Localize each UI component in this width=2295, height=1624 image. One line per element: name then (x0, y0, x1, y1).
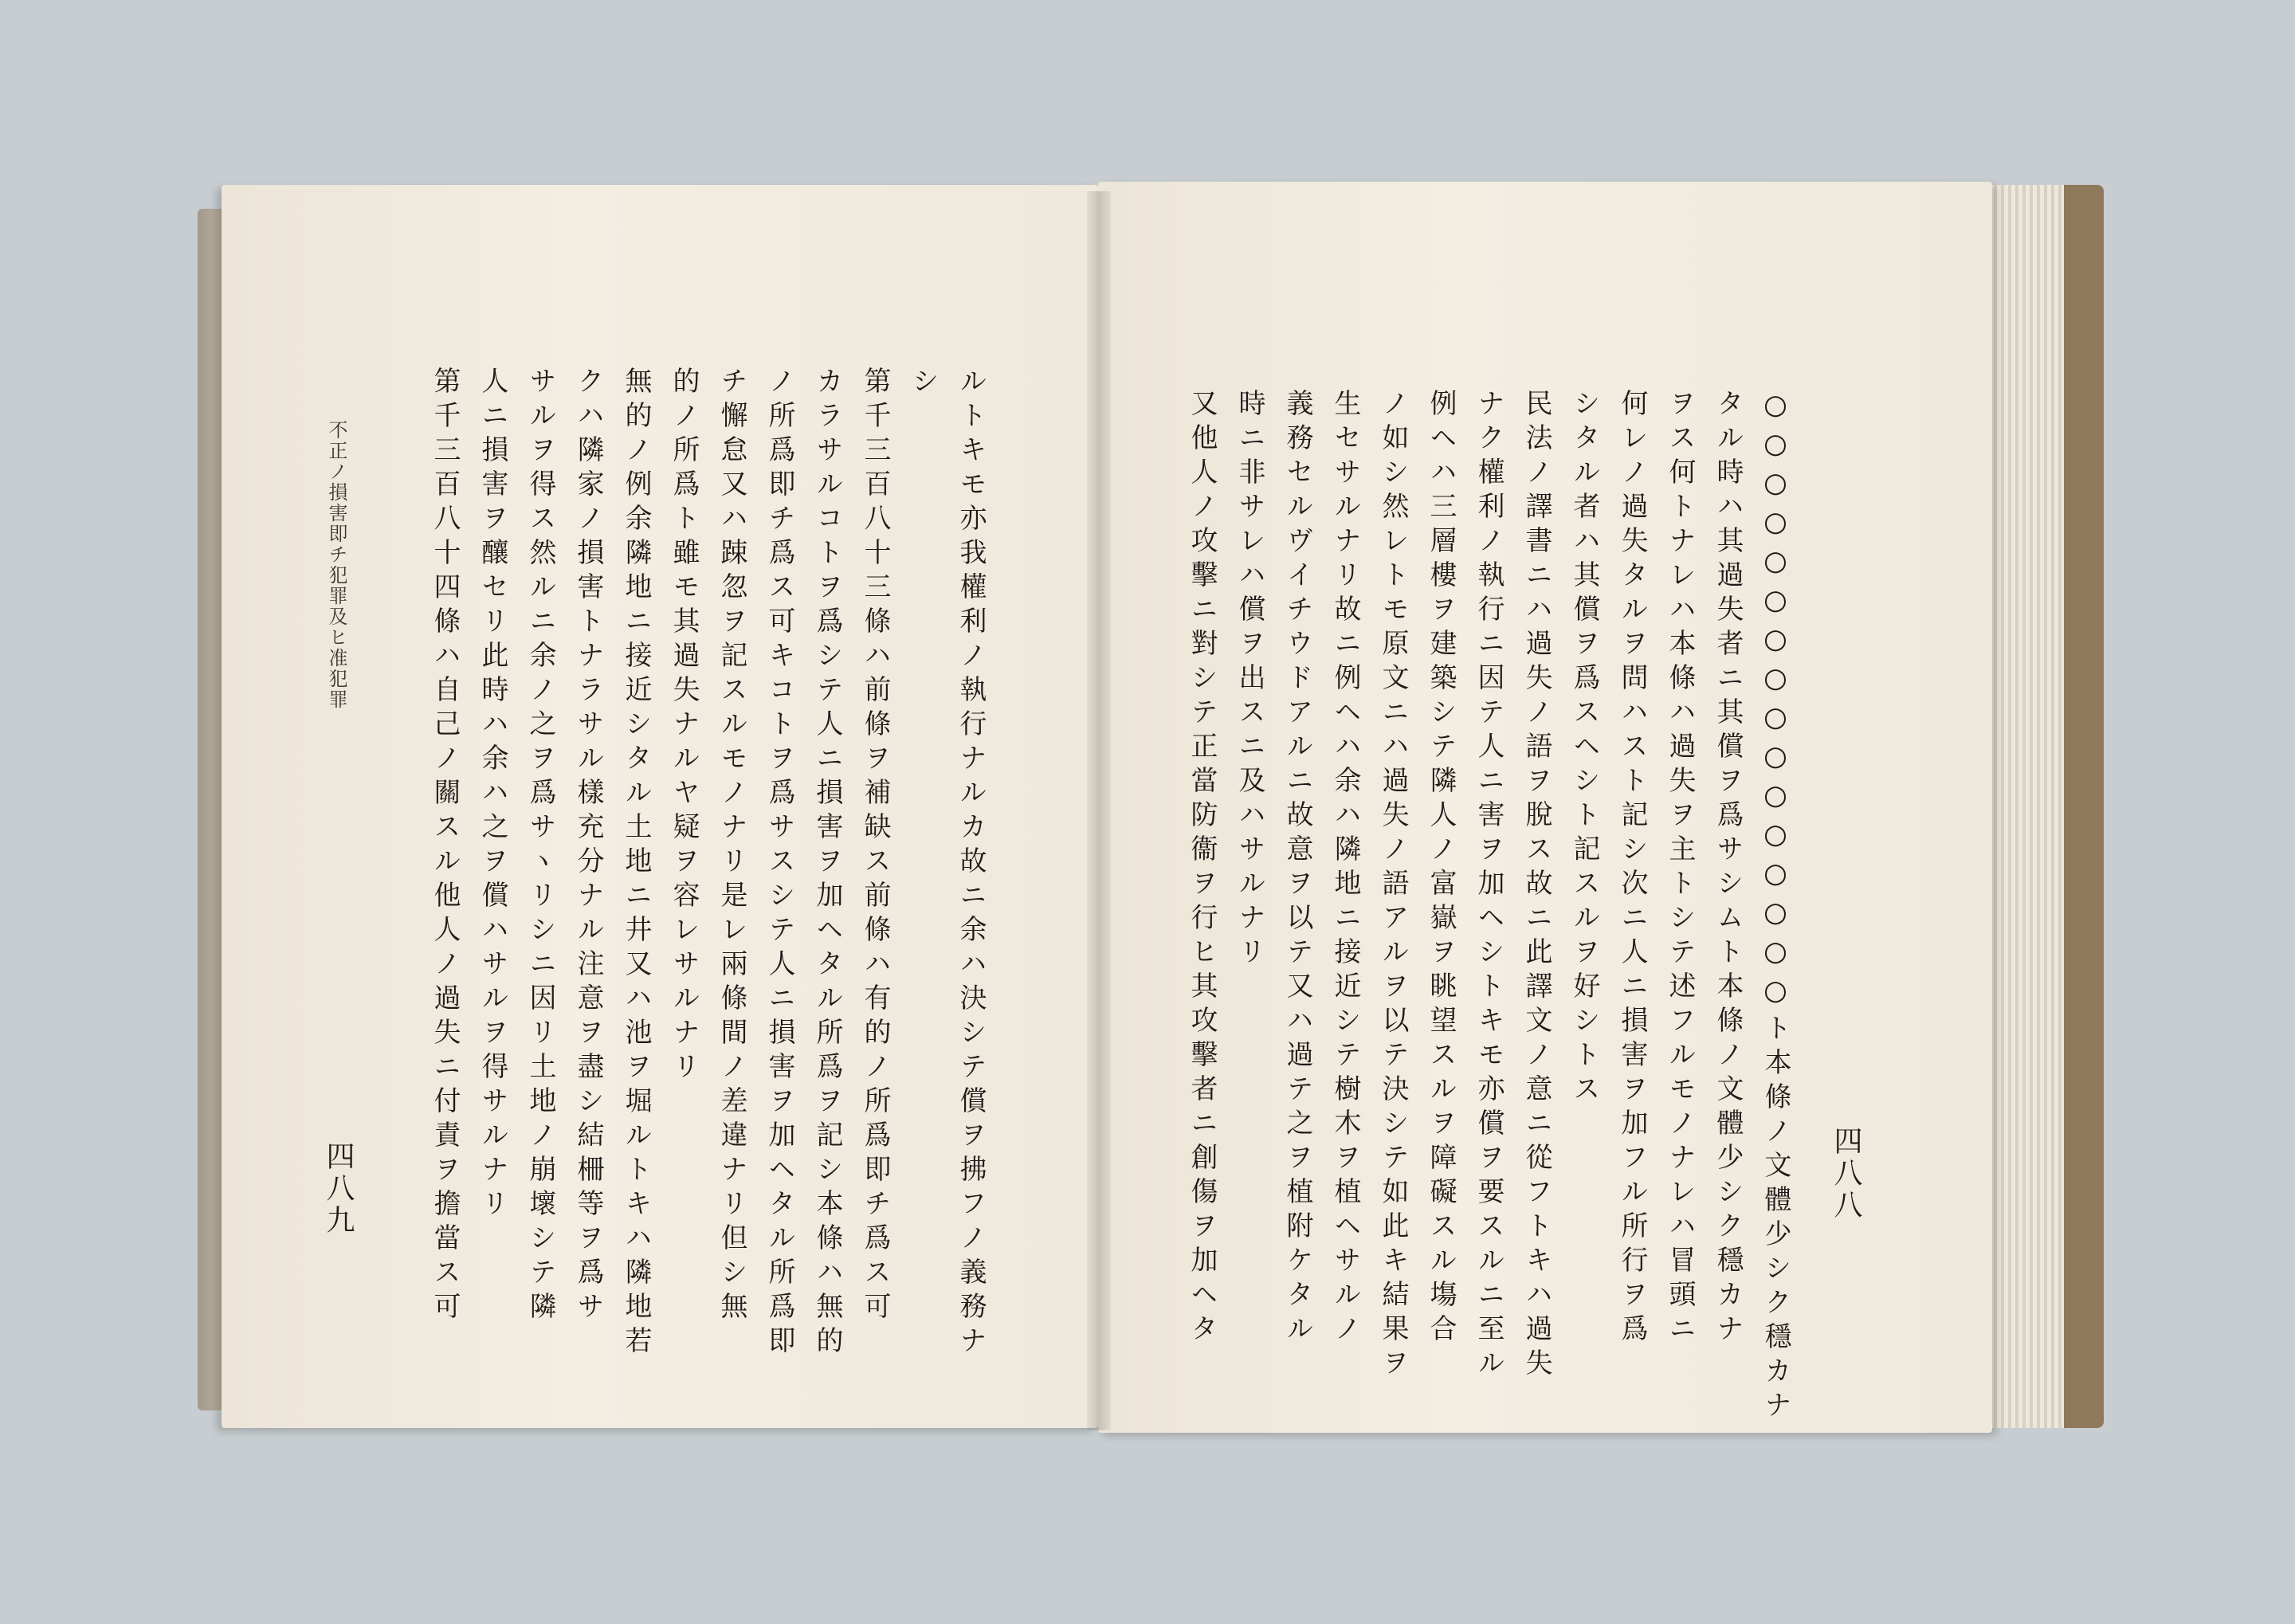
text-line: ノ如シ然レトモ原文ニハ過失ノ語アルヲ以テ決シテ如此キ結果ヲ (1377, 389, 1409, 1383)
text-line: ヲス何トナレハ本條ハ過失ヲ主トシテ述フルモノナレハ冒頭ニ (1664, 389, 1696, 1348)
text-line: ノ所爲即チ爲ス可キコトヲ爲サスシテ人ニ損害ヲ加ヘタル所爲即 (763, 367, 795, 1360)
text-line: サルヲ得ス然ルニ余ノ之ヲ爲サヽリシニ因リ土地ノ崩壞シテ隣 (524, 367, 556, 1326)
text-line: 何レノ過失タルヲ問ハスト記シ次ニ人ニ損害ヲ加フル所行ヲ爲 (1616, 389, 1648, 1348)
text-line: 第千三百八十四條ハ自己ノ關スル他人ノ過失ニ付責ヲ擔當ス可 (429, 367, 461, 1326)
text-line: シ (907, 367, 939, 401)
book-cover-edge (2064, 185, 2104, 1428)
text-line: カラサルコトヲ爲シテ人ニ損害ヲ加ヘタル所爲ヲ記シ本條ハ無的 (811, 367, 843, 1360)
text-line: 民法ノ譯書ニハ過失ノ語ヲ脫ス故ニ此譯文ノ意ニ從フトキハ過失 (1520, 389, 1552, 1383)
text-line: 生セサルナリ故ニ例ヘハ余ハ隣地ニ接近シテ樹木ヲ植ヘサルノ (1329, 389, 1361, 1348)
page-number-left: 四八九 (322, 1141, 355, 1237)
page-number-right: 四八八 (1830, 1126, 1862, 1222)
text-line: 第千三百八十三條ハ前條ヲ補缺ス前條ハ有的ノ所爲即チ爲ス可 (859, 367, 891, 1326)
text-line: ナク權利ノ執行ニ因テ人ニ害ヲ加ヘシトキモ亦償ヲ要スルニ至ル (1473, 389, 1504, 1383)
text-line: 無的ノ例余隣地ニ接近シタル土地ニ井又ハ池ヲ堀ルトキハ隣地若 (620, 367, 652, 1360)
text-line: 例ヘハ三層樓ヲ建築シテ隣人ノ富嶽ヲ眺望スルヲ障礙スル塲合 (1425, 389, 1457, 1348)
text-line: タル時ハ其過失者ニ其償ヲ爲サシムト本條ノ文體少シク穩カナ (1712, 389, 1744, 1348)
text-line: 時ニ非サレハ償ヲ出スニ及ハサルナリ (1234, 389, 1265, 971)
text-line: ルトキモ亦我權利ノ執行ナルカ故ニ余ハ決シテ償ヲ拂フノ義務ナ (955, 367, 987, 1360)
text-line: シタル者ハ其償ヲ爲スヘシト記スルヲ好シトス (1568, 389, 1600, 1108)
text-line: ○○○○○○○○○○○○○○○○ト本條ノ文體少シク穩カナ (1760, 389, 1791, 1425)
book-gutter (1087, 191, 1111, 1430)
running-title: 不正ノ損害即チ犯罪及ヒ准犯罪 (325, 420, 347, 710)
text-line: 又他人ノ攻擊ニ對シテ正當防衞ヲ行ヒ其攻擊者ニ創傷ヲ加ヘタ (1186, 389, 1218, 1348)
text-line: 義務セルヴイチウドアルニ故意ヲ以テ又ハ過テ之ヲ植附ケタル (1281, 389, 1313, 1348)
right-page (1098, 182, 1992, 1433)
text-line: 人ニ損害ヲ釀セリ此時ハ余ハ之ヲ償ハサルヲ得サルナリ (477, 367, 508, 1223)
text-line: チ懈怠又ハ踈忽ヲ記スルモノナリ是レ兩條間ノ差違ナリ但シ無 (716, 367, 747, 1326)
text-line: クハ隣家ノ損害トナラサル樣充分ナル注意ヲ盡シ結柵等ヲ爲サ (572, 367, 604, 1326)
text-line: 的ノ所爲ト雖モ其過失ナルヤ疑ヲ容レサルナリ (668, 367, 700, 1086)
left-page (222, 185, 1098, 1428)
